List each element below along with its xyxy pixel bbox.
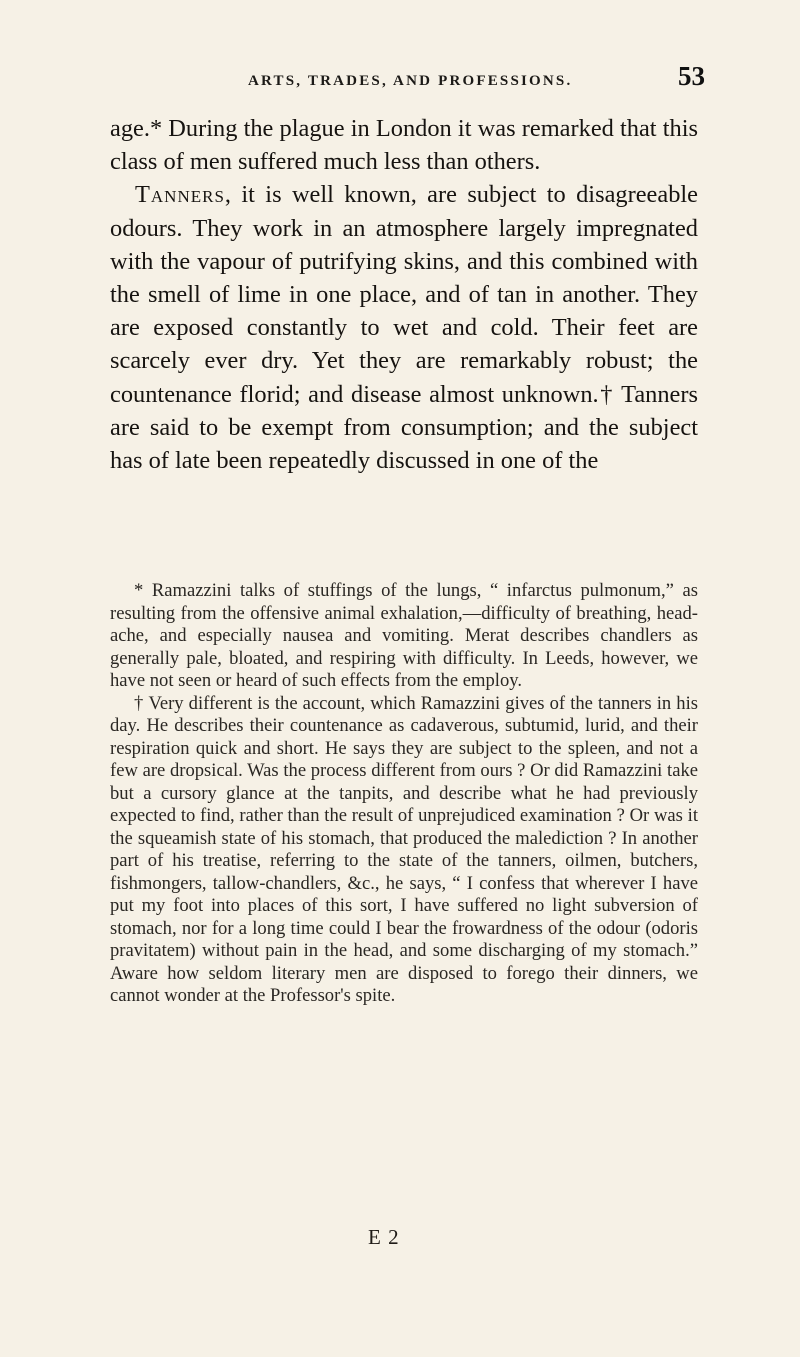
footnote-dagger: † Very different is the account, which Ramazzini gives of the tanners in his day. He describes their countenance as cadaverous, subtumid, lurid, and their respiration quick and short. He says they are subject to the spleen, and not a few are dropsical. Was the process different from ours ? Or did Ramazzini take but a cursory glance at the tanpits, and describe what he had previously expected to find, rather than the result of unprejudiced examination ? Or was it the squeamish state of his stomach, that produced the malediction ? In another part of his treatise, referring to the state of the tanners, oilmen, butchers, fishmongers, tallow-chandlers, &c., he says, “ I confess that wherever I have put my foot into places of this sort, I have suffered no light subversion of stomach, nor for a long time could I bear the frowardness of the odour (odoris pravitatem) without pain in the head, and some discharging of my stomach.” Aware how seldom literary men are disposed to forego their dinners, we cannot wonder at the Professor's spite. — [110, 692, 698, 1006]
paragraph-tanners — [110, 178, 698, 477]
running-title: ARTS, TRADES, AND PROFESSIONS. — [248, 73, 573, 89]
page-number: 53 — [678, 61, 705, 91]
footnotes — [110, 580, 698, 1008]
tanners-lead-word: Tanners — [135, 181, 225, 209]
paragraph-plague: age.* During the plague in London it was remarked that this class of men suffered much less than others. — [110, 115, 698, 176]
footnote-asterisk: * Ramazzini talks of stuffings of the lungs, “ infarctus pulmonum,” as resulting from the offensive animal exhalation,—difficulty of breathing, head-ache, and especially nausea and vomiting. Merat describes chandlers as generally pale, bloated, and respiring with difficulty. In Leeds, however, we have not seen or heard of such effects from the employ. — [110, 580, 698, 691]
signature-mark: E 2 — [368, 1225, 400, 1249]
tanners-paragraph-text: , it is well known, are subject to disagreeable odours. They work in an atmosphere largely impregnated with the vapour of putrifying skins, and this combined with the smell of lime in one place, and of tan in another. They are exposed constantly to wet and cold. Their feet are scarcely ever dry. Yet they are remarkably robust; the countenance florid; and disease almost unknown.† Tanners are said to be exempt from consumption; and the subject has of late been repeatedly discussed in one of the — [110, 181, 698, 475]
main-text — [110, 112, 698, 477]
page-header — [248, 58, 705, 90]
